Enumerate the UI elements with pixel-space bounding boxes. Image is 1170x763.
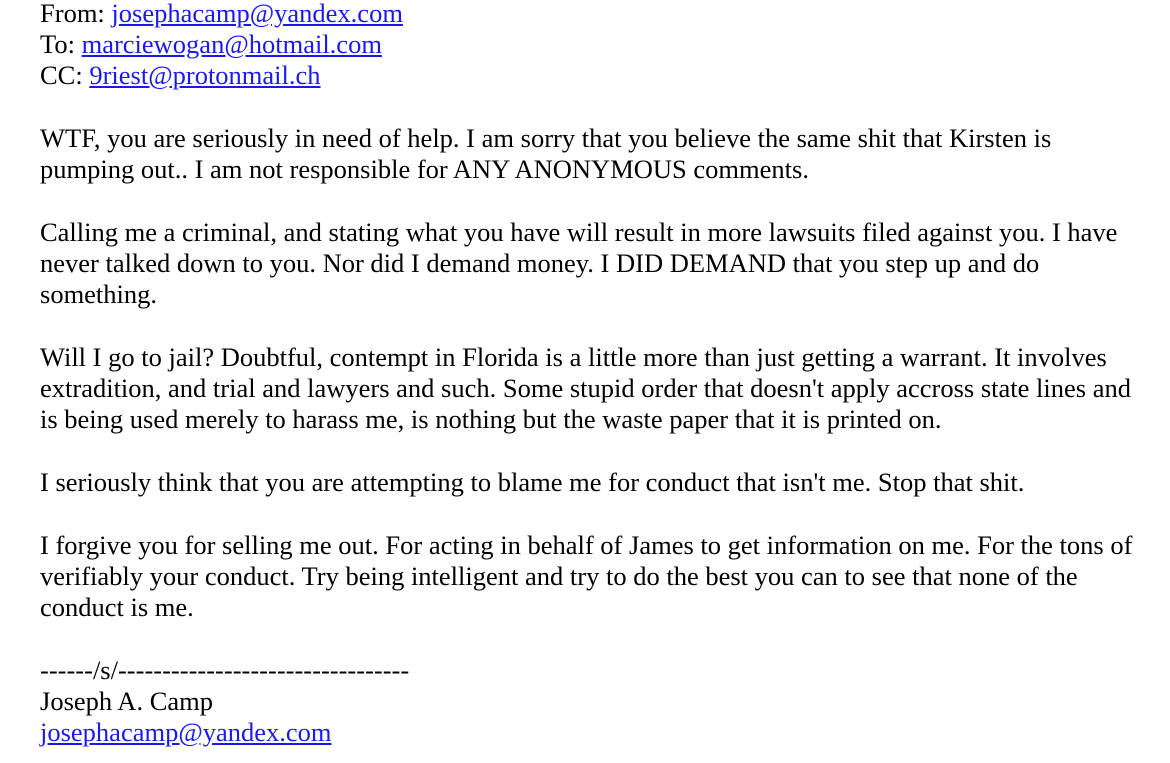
- signature-rule: ------/s/---------------------------------: [40, 655, 410, 685]
- from-label: From:: [40, 0, 105, 28]
- signature-email-link[interactable]: josephacamp@yandex.com: [40, 717, 332, 747]
- from-email-link[interactable]: josephacamp@yandex.com: [111, 0, 403, 28]
- body-paragraph-2: Calling me a criminal, and stating what you have will result in more lawsuits filed against you. I have never talked down to you. Nor did I demand money. I DID DEMAND that you step up and do something.: [40, 217, 1118, 309]
- cc-label: CC:: [40, 60, 83, 90]
- signature-name: Joseph A. Camp: [40, 686, 213, 716]
- cc-email-link[interactable]: 9riest@protonmail.ch: [89, 60, 321, 90]
- to-line: [40, 29, 1150, 60]
- to-label: To:: [40, 29, 75, 59]
- cc-line: [40, 60, 1150, 91]
- body-paragraph-1: WTF, you are seriously in need of help. I am sorry that you believe the same shit that Kirsten is pumping out.. I am not responsible for ANY ANONYMOUS comments.: [40, 123, 1052, 184]
- from-line: [40, 0, 1150, 29]
- body-paragraph-3: Will I go to jail? Doubtful, contempt in Florida is a little more than just getting a warrant. It involves extradition, and trial and lawyers and such. Some stupid order that doesn't apply accross state lines and is being used merely to harass me, is nothing but the waste paper that it is printed on.: [40, 342, 1131, 434]
- body-paragraph-5: I forgive you for selling me out. For acting in behalf of James to get information on me. For the tons of verifiably your conduct. Try being intelligent and try to do the best you can to see that none of the conduct is me.: [40, 530, 1133, 622]
- email-document: [40, 0, 1150, 748]
- to-email-link[interactable]: marciewogan@hotmail.com: [81, 29, 382, 59]
- body-paragraph-4: I seriously think that you are attempting to blame me for conduct that isn't me. Stop that shit.: [40, 467, 1025, 497]
